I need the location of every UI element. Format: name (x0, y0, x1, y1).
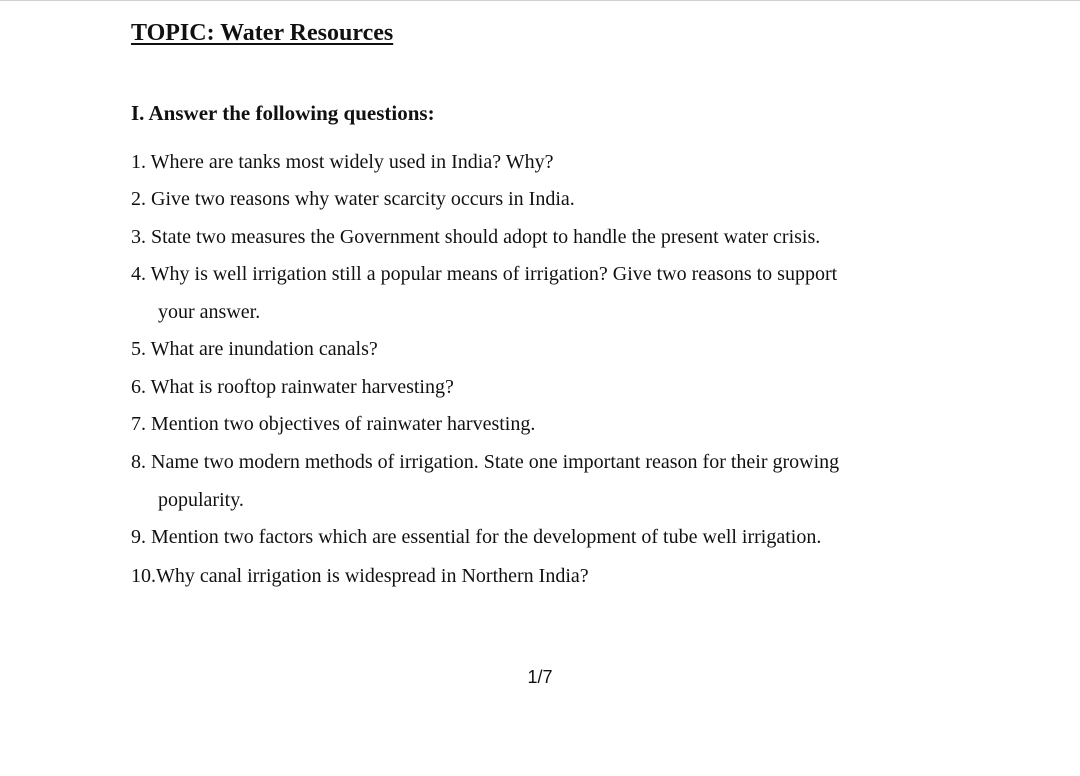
question-number: 9. (131, 526, 151, 548)
question-1 (131, 149, 553, 175)
question-number: 8. (131, 451, 151, 473)
question-9 (131, 524, 821, 550)
question-text: Why is well irrigation still a popular means of irrigation? Give two reasons to support (150, 263, 838, 285)
page-title: TOPIC: Water Resources (131, 20, 394, 46)
question-10 (131, 563, 589, 589)
question-text: State two measures the Government should adopt to handle the present water crisis. (151, 226, 821, 248)
question-2 (131, 186, 575, 212)
question-text: Name two modern methods of irrigation. State one important reason for their growing (151, 451, 840, 473)
question-4-continuation: your answer. (158, 301, 261, 323)
question-5 (131, 336, 378, 362)
question-4 (131, 261, 837, 287)
question-7 (131, 411, 535, 437)
question-number: 5. (131, 338, 151, 360)
question-number: 3. (131, 226, 151, 248)
question-number: 4. (131, 263, 151, 285)
question-6 (131, 374, 454, 400)
section-heading: I. Answer the following questions: (131, 101, 435, 125)
question-text: Give two reasons why water scarcity occurs in India. (151, 188, 575, 210)
question-number: 10. (131, 565, 156, 587)
question-text: What are inundation canals? (150, 338, 378, 360)
question-text: Why canal irrigation is widespread in Northern India? (156, 565, 589, 587)
question-8 (131, 449, 839, 475)
question-number: 2. (131, 188, 151, 210)
question-number: 1. (131, 151, 151, 173)
question-8-continuation: popularity. (158, 489, 244, 511)
question-text: What is rooftop rainwater harvesting? (150, 376, 454, 398)
question-number: 6. (131, 376, 151, 398)
question-text: Where are tanks most widely used in India? Why? (150, 151, 554, 173)
question-number: 7. (131, 413, 151, 435)
question-text: Mention two objectives of rainwater harvesting. (151, 413, 536, 435)
question-text: Mention two factors which are essential for the development of tube well irrigation. (151, 526, 822, 548)
question-3 (131, 224, 820, 250)
page-top-border (0, 0, 1080, 1)
page-number: 1/7 (527, 667, 553, 687)
